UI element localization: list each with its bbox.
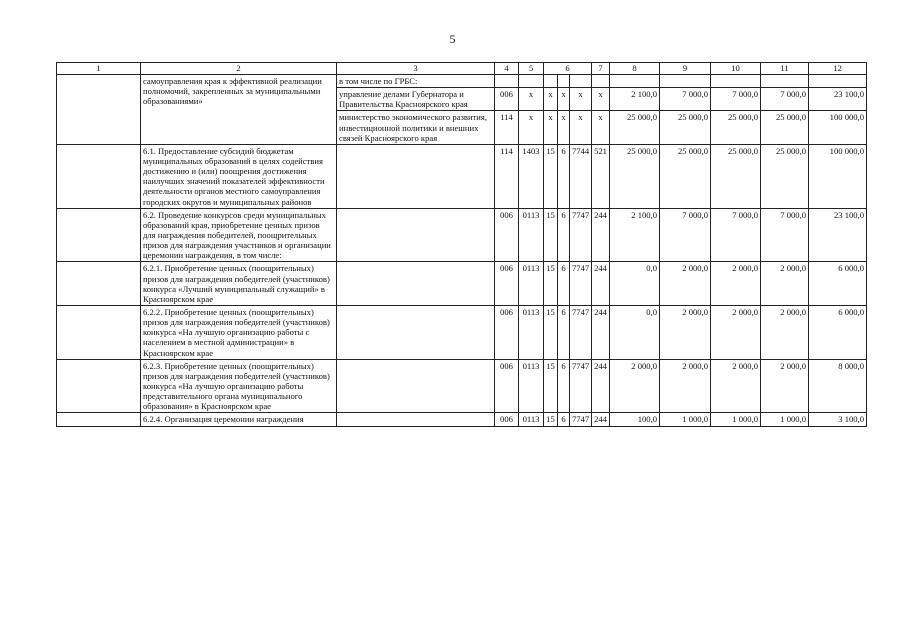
cell-task-name: 6.2. Проведение конкурсов среди муниципальных образований края, приобретение ценных призов для награждения победителей, поощрительных призов для награждения участников и организации церемонии награждения, в том числе:: [141, 208, 337, 262]
table-row: [57, 413, 867, 426]
cell-amount-11: [761, 75, 809, 88]
cell-amount-8: 2 100,0: [610, 88, 660, 111]
cell-csr-c: 7747: [570, 359, 592, 413]
table-row: [57, 262, 867, 306]
cell-grbs: [337, 305, 495, 359]
cell-amount-9: 2 000,0: [660, 305, 711, 359]
cell-status: [57, 208, 141, 262]
column-number: 5: [519, 63, 544, 75]
cell-amount-total: 6 000,0: [809, 262, 867, 306]
table-row: [57, 305, 867, 359]
cell-amount-8: 0,0: [610, 262, 660, 306]
page-number: 5: [449, 32, 456, 46]
cell-csr-b: [558, 75, 570, 88]
cell-status: [57, 262, 141, 306]
column-number-row: [57, 63, 867, 75]
cell-csr-b: 6: [558, 208, 570, 262]
table-row: [57, 359, 867, 413]
cell-amount-total: 8 000,0: [809, 359, 867, 413]
cell-grbs: [337, 359, 495, 413]
column-number: 12: [809, 63, 867, 75]
cell-amount-11: 1 000,0: [761, 413, 809, 426]
cell-csr-b: 6: [558, 413, 570, 426]
cell-grbs-code: 006: [495, 262, 519, 306]
cell-vr: 244: [592, 359, 610, 413]
cell-amount-11: 25 000,0: [761, 111, 809, 144]
cell-rzpr: х: [519, 111, 544, 144]
cell-amount-10: 7 000,0: [711, 88, 761, 111]
cell-rzpr: 0113: [519, 305, 544, 359]
cell-vr: 244: [592, 262, 610, 306]
cell-grbs: [337, 262, 495, 306]
table-row: [57, 208, 867, 262]
cell-amount-9: 2 000,0: [660, 262, 711, 306]
cell-csr-b: х: [558, 88, 570, 111]
cell-csr-b: 6: [558, 262, 570, 306]
cell-rzpr: 1403: [519, 144, 544, 208]
cell-vr: 521: [592, 144, 610, 208]
cell-amount-total: 100 000,0: [809, 144, 867, 208]
table-row: [57, 75, 867, 88]
cell-amount-10: 2 000,0: [711, 359, 761, 413]
cell-amount-9: 2 000,0: [660, 359, 711, 413]
cell-rzpr: 0113: [519, 359, 544, 413]
cell-amount-11: 7 000,0: [761, 208, 809, 262]
cell-amount-11: 2 000,0: [761, 262, 809, 306]
cell-task-name: 6.2.3. Приобретение ценных (поощрительных) призов для награждения победителей (участников) конкурса «На лучшую организацию работы представительного органа муниципального образования» в Красноярском крае: [141, 359, 337, 413]
cell-grbs-code: 006: [495, 305, 519, 359]
cell-status: [57, 75, 141, 145]
cell-amount-9: 7 000,0: [660, 208, 711, 262]
cell-grbs: в том числе по ГРБС:: [337, 75, 495, 88]
column-number: 4: [495, 63, 519, 75]
cell-amount-10: 1 000,0: [711, 413, 761, 426]
cell-amount-10: [711, 75, 761, 88]
cell-amount-8: [610, 75, 660, 88]
cell-grbs-code: 006: [495, 413, 519, 426]
cell-csr-a: 15: [544, 359, 558, 413]
cell-amount-11: 2 000,0: [761, 359, 809, 413]
cell-amount-9: 25 000,0: [660, 144, 711, 208]
cell-amount-8: 2 100,0: [610, 208, 660, 262]
cell-status: [57, 144, 141, 208]
cell-amount-total: 100 000,0: [809, 111, 867, 144]
cell-grbs-code: 006: [495, 208, 519, 262]
cell-amount-9: 7 000,0: [660, 88, 711, 111]
column-number: 11: [761, 63, 809, 75]
cell-csr-b: 6: [558, 305, 570, 359]
cell-csr-c: х: [570, 88, 592, 111]
cell-rzpr: х: [519, 88, 544, 111]
cell-vr: 244: [592, 305, 610, 359]
cell-task-name: 6.2.2. Приобретение ценных (поощрительных) призов для награждения победителей (участников) конкурса «На лучшую организацию работы с населением в местной администрации» в Красноярском крае: [141, 305, 337, 359]
cell-amount-total: 3 100,0: [809, 413, 867, 426]
cell-grbs: [337, 144, 495, 208]
column-number: 3: [337, 63, 495, 75]
cell-amount-8: 25 000,0: [610, 111, 660, 144]
cell-status: [57, 305, 141, 359]
cell-csr-a: 15: [544, 305, 558, 359]
column-number: 8: [610, 63, 660, 75]
cell-csr-c: 7747: [570, 208, 592, 262]
column-number: 2: [141, 63, 337, 75]
cell-grbs-code: [495, 75, 519, 88]
cell-vr: [592, 75, 610, 88]
cell-amount-total: 6 000,0: [809, 305, 867, 359]
cell-amount-total: 23 100,0: [809, 88, 867, 111]
cell-csr-a: 15: [544, 144, 558, 208]
column-number: 9: [660, 63, 711, 75]
cell-task-name: 6.2.1. Приобретение ценных (поощрительных) призов для награждения победителей (участников) конкурса «Лучший муниципальный служащий» в Красноярском крае: [141, 262, 337, 306]
cell-amount-total: [809, 75, 867, 88]
cell-csr-c: 7747: [570, 413, 592, 426]
column-number: 6: [544, 63, 592, 75]
cell-csr-a: х: [544, 88, 558, 111]
cell-csr-a: 15: [544, 208, 558, 262]
cell-rzpr: [519, 75, 544, 88]
cell-grbs: [337, 413, 495, 426]
cell-rzpr: 0113: [519, 262, 544, 306]
cell-amount-9: [660, 75, 711, 88]
cell-grbs-code: 114: [495, 144, 519, 208]
cell-csr-a: [544, 75, 558, 88]
cell-csr-c: 7744: [570, 144, 592, 208]
cell-grbs-code: 114: [495, 111, 519, 144]
cell-rzpr: 0113: [519, 413, 544, 426]
cell-amount-11: 2 000,0: [761, 305, 809, 359]
cell-amount-8: 25 000,0: [610, 144, 660, 208]
cell-amount-10: 25 000,0: [711, 144, 761, 208]
cell-vr: х: [592, 111, 610, 144]
cell-task-name: самоуправления края к эффективной реализации полномочий, закрепленных за муниципальными образованиями»: [141, 75, 337, 145]
cell-amount-9: 25 000,0: [660, 111, 711, 144]
cell-amount-11: 25 000,0: [761, 144, 809, 208]
cell-amount-10: 25 000,0: [711, 111, 761, 144]
cell-csr-a: х: [544, 111, 558, 144]
cell-csr-b: х: [558, 111, 570, 144]
budget-table: [56, 62, 867, 427]
cell-csr-c: 7747: [570, 262, 592, 306]
column-number: 7: [592, 63, 610, 75]
cell-amount-10: 7 000,0: [711, 208, 761, 262]
cell-vr: 244: [592, 208, 610, 262]
cell-grbs: [337, 208, 495, 262]
cell-csr-c: [570, 75, 592, 88]
cell-csr-a: 15: [544, 413, 558, 426]
cell-grbs-code: 006: [495, 88, 519, 111]
cell-grbs: министерство экономического развития, инвестиционной политики и внешних связей Красноярского края: [337, 111, 495, 144]
cell-task-name: 6.2.4. Организация церемонии награждения: [141, 413, 337, 426]
cell-amount-8: 0,0: [610, 305, 660, 359]
cell-grbs-code: 006: [495, 359, 519, 413]
cell-amount-9: 1 000,0: [660, 413, 711, 426]
cell-grbs: управление делами Губернатора и Правительства Красноярского края: [337, 88, 495, 111]
cell-vr: 244: [592, 413, 610, 426]
cell-amount-total: 23 100,0: [809, 208, 867, 262]
cell-amount-11: 7 000,0: [761, 88, 809, 111]
cell-csr-b: 6: [558, 144, 570, 208]
cell-amount-8: 2 000,0: [610, 359, 660, 413]
cell-vr: х: [592, 88, 610, 111]
cell-csr-b: 6: [558, 359, 570, 413]
table-row: [57, 144, 867, 208]
measure-rows: [57, 144, 867, 426]
column-number: 10: [711, 63, 761, 75]
cell-task-name: 6.1. Предоставление субсидий бюджетам муниципальных образований в целях содействия достижению и (или) поощрения достижения наилучших значений показателей эффективности деятельности органов местного самоуправления городских округов и муниципальных районов: [141, 144, 337, 208]
cell-status: [57, 413, 141, 426]
cell-amount-8: 100,0: [610, 413, 660, 426]
column-number: 1: [57, 63, 141, 75]
cell-rzpr: 0113: [519, 208, 544, 262]
cell-amount-10: 2 000,0: [711, 262, 761, 306]
cell-amount-10: 2 000,0: [711, 305, 761, 359]
cell-csr-c: х: [570, 111, 592, 144]
cell-status: [57, 359, 141, 413]
cell-csr-a: 15: [544, 262, 558, 306]
cell-csr-c: 7747: [570, 305, 592, 359]
